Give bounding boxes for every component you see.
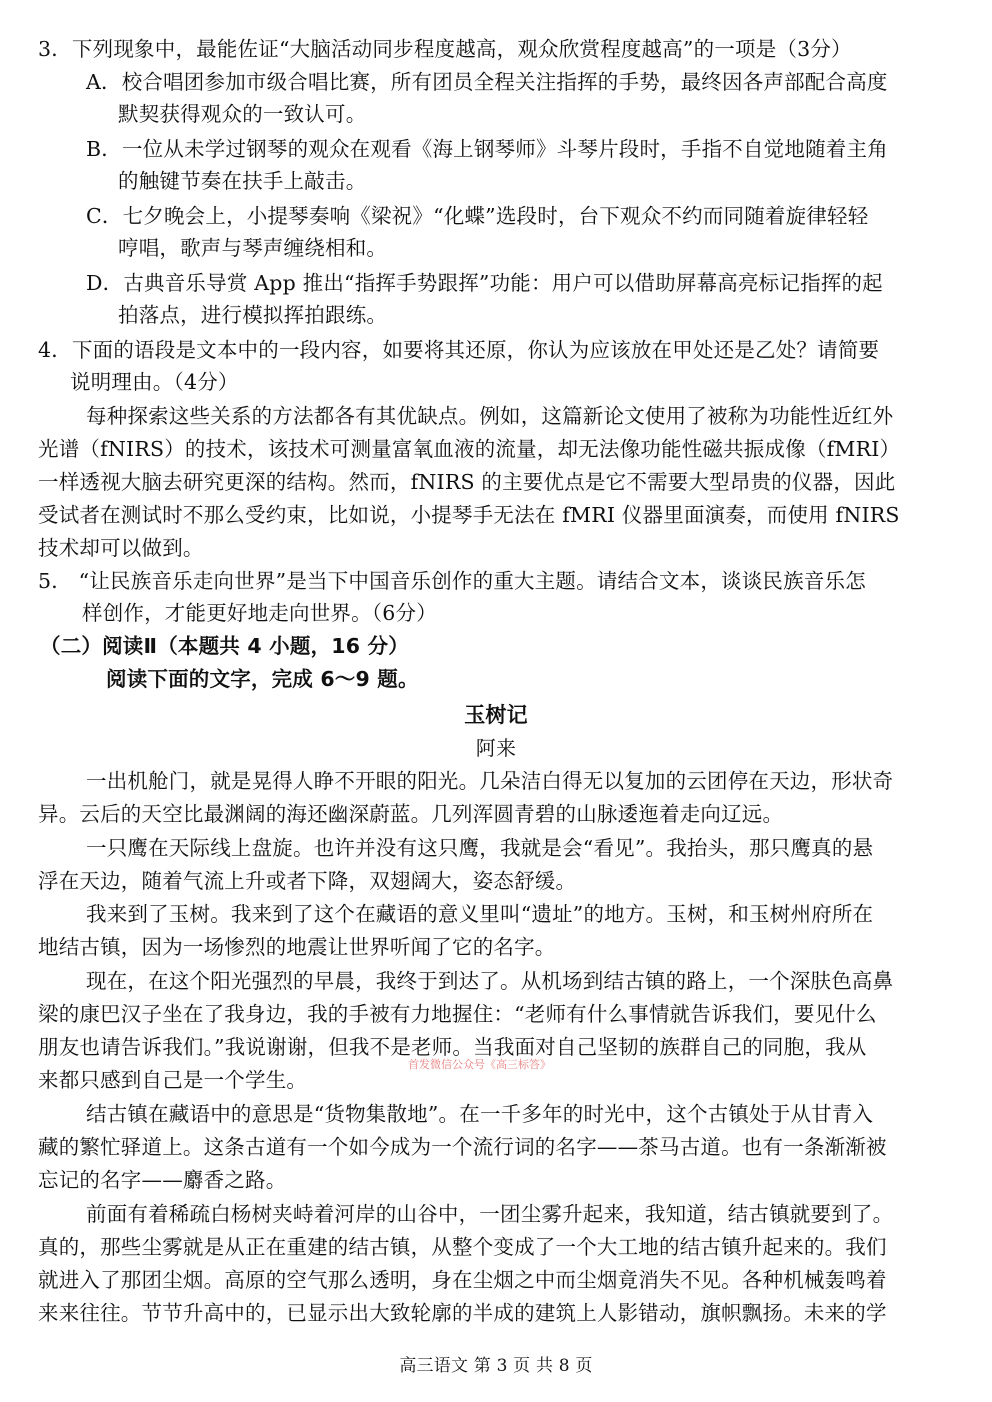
text-line: 默契获得观众的一致认可。	[118, 102, 367, 126]
text-line: 朋友也请告诉我们。”我说谢谢，但我不是老师。当我面对自己坚韧的族群自己的同胞，我从	[38, 1035, 867, 1059]
text-line: 结古镇在藏语中的意思是“货物集散地”。在一千多年的时光中，这个古镇处于从甘青入	[86, 1102, 874, 1126]
text-line: 5． “让民族音乐走向世界”是当下中国音乐创作的重大主题。请结合文本，谈谈民族音乐怎	[38, 569, 866, 593]
text-line: B．一位从未学过钢琴的观众在观看《海上钢琴师》斗琴片段时，手指不自觉地随着主角	[86, 137, 888, 161]
text-line: 来来往往。节节升高中的，已显示出大致轮廓的半成的建筑上人影错动，旗帜飘扬。未来的学	[38, 1301, 887, 1325]
text-line: 前面有着稀疏白杨树夹峙着河岸的山谷中，一团尘雾升起来，我知道，结古镇就要到了。	[86, 1202, 894, 1226]
text-line: 忘记的名字——麝香之路。	[38, 1168, 287, 1192]
text-line: 一样透视大脑去研究更深的结构。然而，fNIRS 的主要优点是它不需要大型昂贵的仪器，因此	[38, 470, 896, 494]
text-line: D．古典音乐导赏 App 推出“指挥手势跟挥”功能：用户可以借助屏幕高亮标记指挥的起	[86, 271, 883, 295]
text-line: 地结古镇，因为一场惨烈的地震让世界听闻了它的名字。	[38, 935, 556, 959]
text-line: 哼唱，歌声与琴声缠绕相和。	[118, 236, 388, 260]
text-line: A．校合唱团参加市级合唱比赛，所有团员全程关注指挥的手势，最终因各声部配合高度	[86, 70, 888, 94]
text-line: 的触键节奏在扶手上敲击。	[118, 169, 367, 193]
text-line: 技术却可以做到。	[38, 536, 204, 560]
text-line: 光谱（fNIRS）的技术，该技术可测量富氧血液的流量，却无法像功能性磁共振成像（fMRI）	[38, 437, 901, 461]
text-line: 一只鹰在天际线上盘旋。也许并没有这只鹰，我就是会“看见”。我抬头，那只鹰真的悬	[86, 836, 874, 860]
text-line: 藏的繁忙驿道上。这条古道有一个如今成为一个流行词的名字——茶马古道。也有一条渐渐被	[38, 1135, 887, 1159]
text-line: （二）阅读Ⅱ（本题共 4 小题，16 分）	[40, 634, 409, 658]
text-line: 真的，那些尘雾就是从正在重建的结古镇，从整个变成了一个大工地的结古镇升起来的。我们	[38, 1235, 887, 1259]
text-line: 现在，在这个阳光强烈的早晨，我终于到达了。从机场到结古镇的路上，一个深肤色高鼻	[86, 969, 894, 993]
text-line: 浮在天边，随着气流上升或者下降，双翅阔大，姿态舒缓。	[38, 869, 577, 893]
text-line: 3．下列现象中，最能佐证“大脑活动同步程度越高，观众欣赏程度越高”的一项是（3分）	[38, 37, 852, 61]
text-line: 阅读下面的文字，完成 6～9 题。	[106, 667, 419, 691]
text-line: 4．下面的语段是文本中的一段内容，如要将其还原，你认为应该放在甲处还是乙处？请简要	[38, 338, 880, 362]
text-line: 样创作，才能更好地走向世界。（6分）	[82, 601, 437, 625]
page-footer: 高三语文 第 3 页 共 8 页	[399, 1356, 593, 1376]
text-line: 每种探索这些关系的方法都各有其优缺点。例如，这篇新论文使用了被称为功能性近红外	[86, 404, 894, 428]
text-line: 说明理由。（4分）	[70, 370, 239, 394]
text-line: 拍落点，进行模拟挥拍跟练。	[118, 303, 388, 327]
text-line: 受试者在测试时不那么受约束，比如说，小提琴手无法在 fMRI 仪器里面演奏，而使用 fNIRS	[38, 503, 900, 527]
text-line: 来都只感到自己是一个学生。	[38, 1068, 308, 1092]
text-line: 一出机舱门，就是晃得人睁不开眼的阳光。几朵洁白得无以复加的云团停在天边，形状奇	[86, 769, 894, 793]
text-line: 梁的康巴汉子坐在了我身边，我的手被有力地握住：“老师有什么事情就告诉我们，要见什么	[38, 1002, 877, 1026]
essay-author: 阿来	[475, 736, 517, 760]
essay-title: 玉树记	[464, 703, 528, 727]
text-line: C．七夕晚会上，小提琴奏响《梁祝》“化蝶”选段时，台下观众不约而同随着旋律轻轻	[86, 204, 869, 228]
text-line: 我来到了玉树。我来到了这个在藏语的意义里叫“遗址”的地方。玉树，和玉树州府所在	[86, 902, 874, 926]
text-line: 就进入了那团尘烟。高原的空气那么透明，身在尘烟之中而尘烟竟消失不见。各种机械轰鸣着	[38, 1268, 887, 1292]
text-line: 异。云后的天空比最渊阔的海还幽深蔚蓝。几列浑圆青碧的山脉逶迤着走向辽远。	[38, 802, 784, 826]
watermark-text: 首发微信公众号《高三标答》	[408, 1058, 551, 1071]
